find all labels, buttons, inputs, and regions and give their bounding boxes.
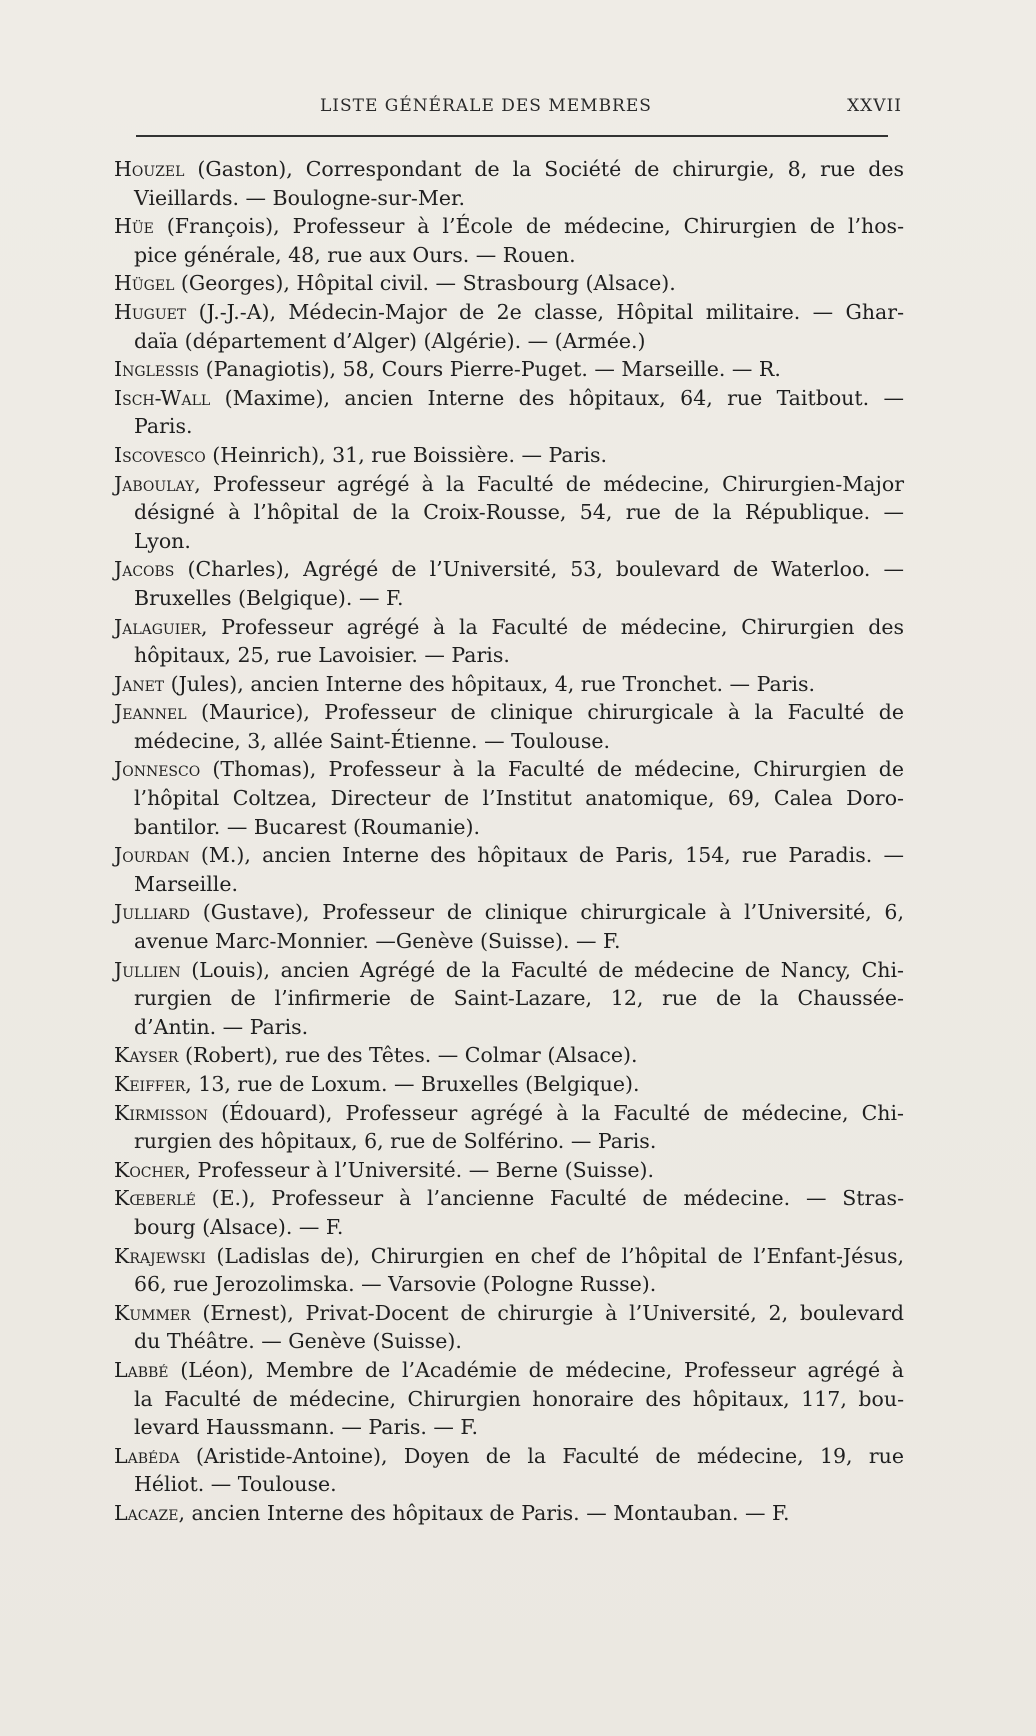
entry-text: (Thomas), Professeur à la Faculté de médecine, Chirurgien de	[200, 757, 904, 782]
member-entry	[114, 155, 904, 212]
member-name: Labéda	[114, 1443, 180, 1468]
member-entry	[114, 298, 904, 355]
entry-text: (J.-J.-A), Médecin-Major de 2e classe, Hôpital militaire. — Ghar-	[186, 299, 904, 324]
entry-line: d’Antin. — Paris.	[134, 1014, 309, 1039]
header-rule	[136, 135, 888, 137]
entry-line: pice générale, 48, rue aux Ours. — Rouen.	[134, 242, 576, 267]
entry-text: (Robert), rue des Têtes. — Colmar (Alsace).	[178, 1043, 638, 1068]
member-name: Kummer	[114, 1300, 191, 1325]
member-name: Labbé	[114, 1357, 169, 1382]
entry-text: (Gaston), Correspondant de la Société de chirurgie, 8, rue des	[184, 157, 904, 181]
member-name: Jonnesco	[114, 757, 201, 782]
member-name: Kirmisson	[114, 1100, 208, 1125]
entry-text: (M.), ancien Interne des hôpitaux de Paris, 154, rue Paradis. —	[189, 843, 904, 868]
member-name: Kœberlé	[114, 1186, 196, 1211]
entry-line: rurgien de l’infirmerie de Saint-Lazare, 12, rue de la Chaussée-	[134, 986, 904, 1011]
entry-line	[114, 1356, 904, 1385]
member-entry	[114, 1099, 904, 1156]
entry-line: bantilor. — Bucarest (Roumanie).	[134, 814, 481, 839]
entry-text: (Gustave), Professeur de clinique chirurgicale à l’Université, 6,	[190, 900, 904, 925]
entry-line: Paris.	[134, 414, 193, 439]
member-entry	[114, 384, 904, 441]
entry-line: l’hôpital Coltzea, Directeur de l’Institut anatomique, 69, Calea Doro-	[134, 786, 904, 811]
entry-line	[114, 613, 904, 642]
entry-line: la Faculté de médecine, Chirurgien honoraire des hôpitaux, 117, bou-	[134, 1386, 904, 1411]
entry-line	[114, 441, 904, 470]
member-entry	[114, 1242, 904, 1299]
entry-line	[114, 1156, 904, 1185]
member-name: Jeannel	[114, 700, 187, 725]
running-title: LISTE GÉNÉRALE DES MEMBRES	[320, 96, 652, 116]
member-entry	[114, 470, 904, 556]
member-entry	[114, 441, 904, 470]
entry-line	[114, 670, 904, 699]
entry-line	[114, 1442, 904, 1471]
entry-text: (Maxime), ancien Interne des hôpitaux, 64, rue Taitbout. —	[210, 385, 904, 410]
member-name: Inglessis	[114, 357, 200, 382]
member-entry	[114, 212, 904, 269]
member-entry	[114, 1184, 904, 1241]
member-entry	[114, 555, 904, 612]
member-entry	[114, 1499, 904, 1528]
entry-text: (Maurice), Professeur de clinique chirurgicale à la Faculté de	[186, 700, 904, 725]
entry-line: avenue Marc-Monnier. —Genève (Suisse). — F.	[134, 929, 621, 954]
entry-line	[114, 1041, 904, 1070]
entry-line: 66, rue Jerozolimska. — Varsovie (Pologne Russe).	[134, 1272, 657, 1297]
member-name: Houzel	[114, 157, 185, 181]
member-name: Jalaguier	[114, 614, 202, 639]
member-name: Hügel	[114, 271, 175, 296]
entry-text: , Professeur agrégé à la Faculté de médecine, Chirurgien des	[201, 614, 904, 639]
entry-line	[114, 298, 904, 327]
entry-text: (Jules), ancien Interne des hôpitaux, 4, rue Tronchet. — Paris.	[164, 671, 816, 696]
member-entry	[114, 355, 904, 384]
entry-line: rurgien des hôpitaux, 6, rue de Solférino. — Paris.	[134, 1129, 657, 1154]
entry-line	[114, 1242, 904, 1271]
entry-text: (François), Professeur à l’École de médecine, Chirurgien de l’hos-	[153, 214, 904, 239]
member-name: Jaboulay	[114, 471, 195, 496]
member-entry	[114, 755, 904, 841]
entry-text: (Georges), Hôpital civil. — Strasbourg (Alsace).	[174, 271, 676, 296]
entry-line: Héliot. — Toulouse.	[134, 1472, 337, 1497]
entry-line	[114, 1299, 904, 1328]
entry-line: levard Haussmann. — Paris. — F.	[134, 1415, 478, 1440]
entry-line: Bruxelles (Belgique). — F.	[134, 585, 404, 610]
entry-line	[114, 698, 904, 727]
entry-text: (Aristide-Antoine), Doyen de la Faculté de médecine, 19, rue	[179, 1443, 904, 1468]
member-name: Keiffer	[114, 1072, 186, 1096]
member-name: Kayser	[114, 1043, 179, 1068]
entry-line: hôpitaux, 25, rue Lavoisier. — Paris.	[134, 643, 510, 668]
entry-line	[114, 384, 904, 413]
entry-line	[114, 956, 904, 985]
member-entry	[114, 1299, 904, 1356]
entry-line: désigné à l’hôpital de la Croix-Rousse, 54, rue de la République. —	[134, 500, 904, 525]
member-entry	[114, 670, 904, 699]
entry-line: Lyon.	[134, 528, 191, 553]
member-entry	[114, 898, 904, 955]
entry-text: (Ernest), Privat-Docent de chirurgie à l’Université, 2, boulevard	[190, 1300, 904, 1325]
member-name: Lacaze	[114, 1500, 179, 1525]
entry-line	[114, 1070, 904, 1099]
member-name: Krajewski	[114, 1243, 206, 1268]
entry-text: (Ladislas de), Chirurgien en chef de l’hôpital de l’Enfant-Jésus,	[205, 1243, 904, 1268]
member-name: Jullien	[114, 957, 181, 982]
member-name: Janet	[114, 671, 165, 696]
entry-line	[114, 470, 904, 499]
entry-line	[114, 269, 904, 298]
entry-line	[114, 212, 904, 241]
entry-line	[114, 1184, 904, 1213]
member-name: Huguet	[114, 299, 187, 324]
entry-text: (Édouard), Professeur agrégé à la Faculté de médecine, Chi-	[207, 1100, 904, 1125]
entry-line	[114, 1499, 904, 1528]
entry-line	[114, 155, 904, 184]
entry-line	[114, 1099, 904, 1128]
member-name: Iscovesco	[114, 442, 206, 467]
member-entry	[114, 698, 904, 755]
member-name: Jourdan	[114, 843, 190, 868]
member-entry	[114, 1442, 904, 1499]
entry-line: médecine, 3, allée Saint-Étienne. — Toulouse.	[134, 728, 610, 753]
member-name: Hüe	[114, 214, 154, 239]
member-name: Kocher	[114, 1157, 185, 1182]
member-entry	[114, 1156, 904, 1185]
entry-text: , 13, rue de Loxum. — Bruxelles (Belgique).	[185, 1072, 640, 1096]
entry-text: (Heinrich), 31, rue Boissière. — Paris.	[205, 442, 608, 467]
member-entry	[114, 1356, 904, 1442]
entry-line	[114, 355, 904, 384]
member-entry	[114, 613, 904, 670]
member-entry	[114, 1070, 904, 1099]
entry-line	[114, 755, 904, 784]
running-header	[112, 96, 902, 126]
member-name: Julliard	[114, 900, 191, 925]
entry-text: (Louis), ancien Agrégé de la Faculté de médecine de Nancy, Chi-	[180, 957, 904, 982]
entry-text: , Professeur à l’Université. — Berne (Suisse).	[184, 1157, 655, 1182]
entry-text: (E.), Professeur à l’ancienne Faculté de médecine. — Stras-	[195, 1186, 904, 1211]
page-number: XXVII	[847, 96, 902, 116]
member-entry	[114, 956, 904, 1042]
entry-text: (Charles), Agrégé de l’Université, 53, boulevard de Waterloo. —	[174, 557, 904, 582]
member-entry	[114, 269, 904, 298]
entry-text: , ancien Interne des hôpitaux de Paris. — Montauban. — F.	[178, 1500, 790, 1525]
entry-line	[114, 555, 904, 584]
entry-line: daïa (département d’Alger) (Algérie). — (Armée.)	[134, 328, 646, 353]
member-name: Jacobs	[114, 557, 175, 582]
member-entry	[114, 1041, 904, 1070]
entry-line	[114, 898, 904, 927]
member-list	[0, 155, 1036, 1528]
entry-line: bourg (Alsace). — F.	[134, 1214, 344, 1239]
entry-line: Vieillards. — Boulogne-sur-Mer.	[134, 185, 466, 210]
entry-text: (Léon), Membre de l’Académie de médecine, Professeur agrégé à	[168, 1357, 904, 1382]
entry-text: , Professeur agrégé à la Faculté de médecine, Chirurgien-Major	[194, 471, 904, 496]
entry-text: (Panagiotis), 58, Cours Pierre-Puget. — Marseille. — R.	[199, 357, 781, 382]
entry-line	[114, 841, 904, 870]
member-entry	[114, 841, 904, 898]
entry-line: Marseille.	[134, 871, 238, 896]
member-name: Isch-Wall	[114, 385, 211, 410]
entry-line: du Théâtre. — Genève (Suisse).	[134, 1329, 462, 1354]
